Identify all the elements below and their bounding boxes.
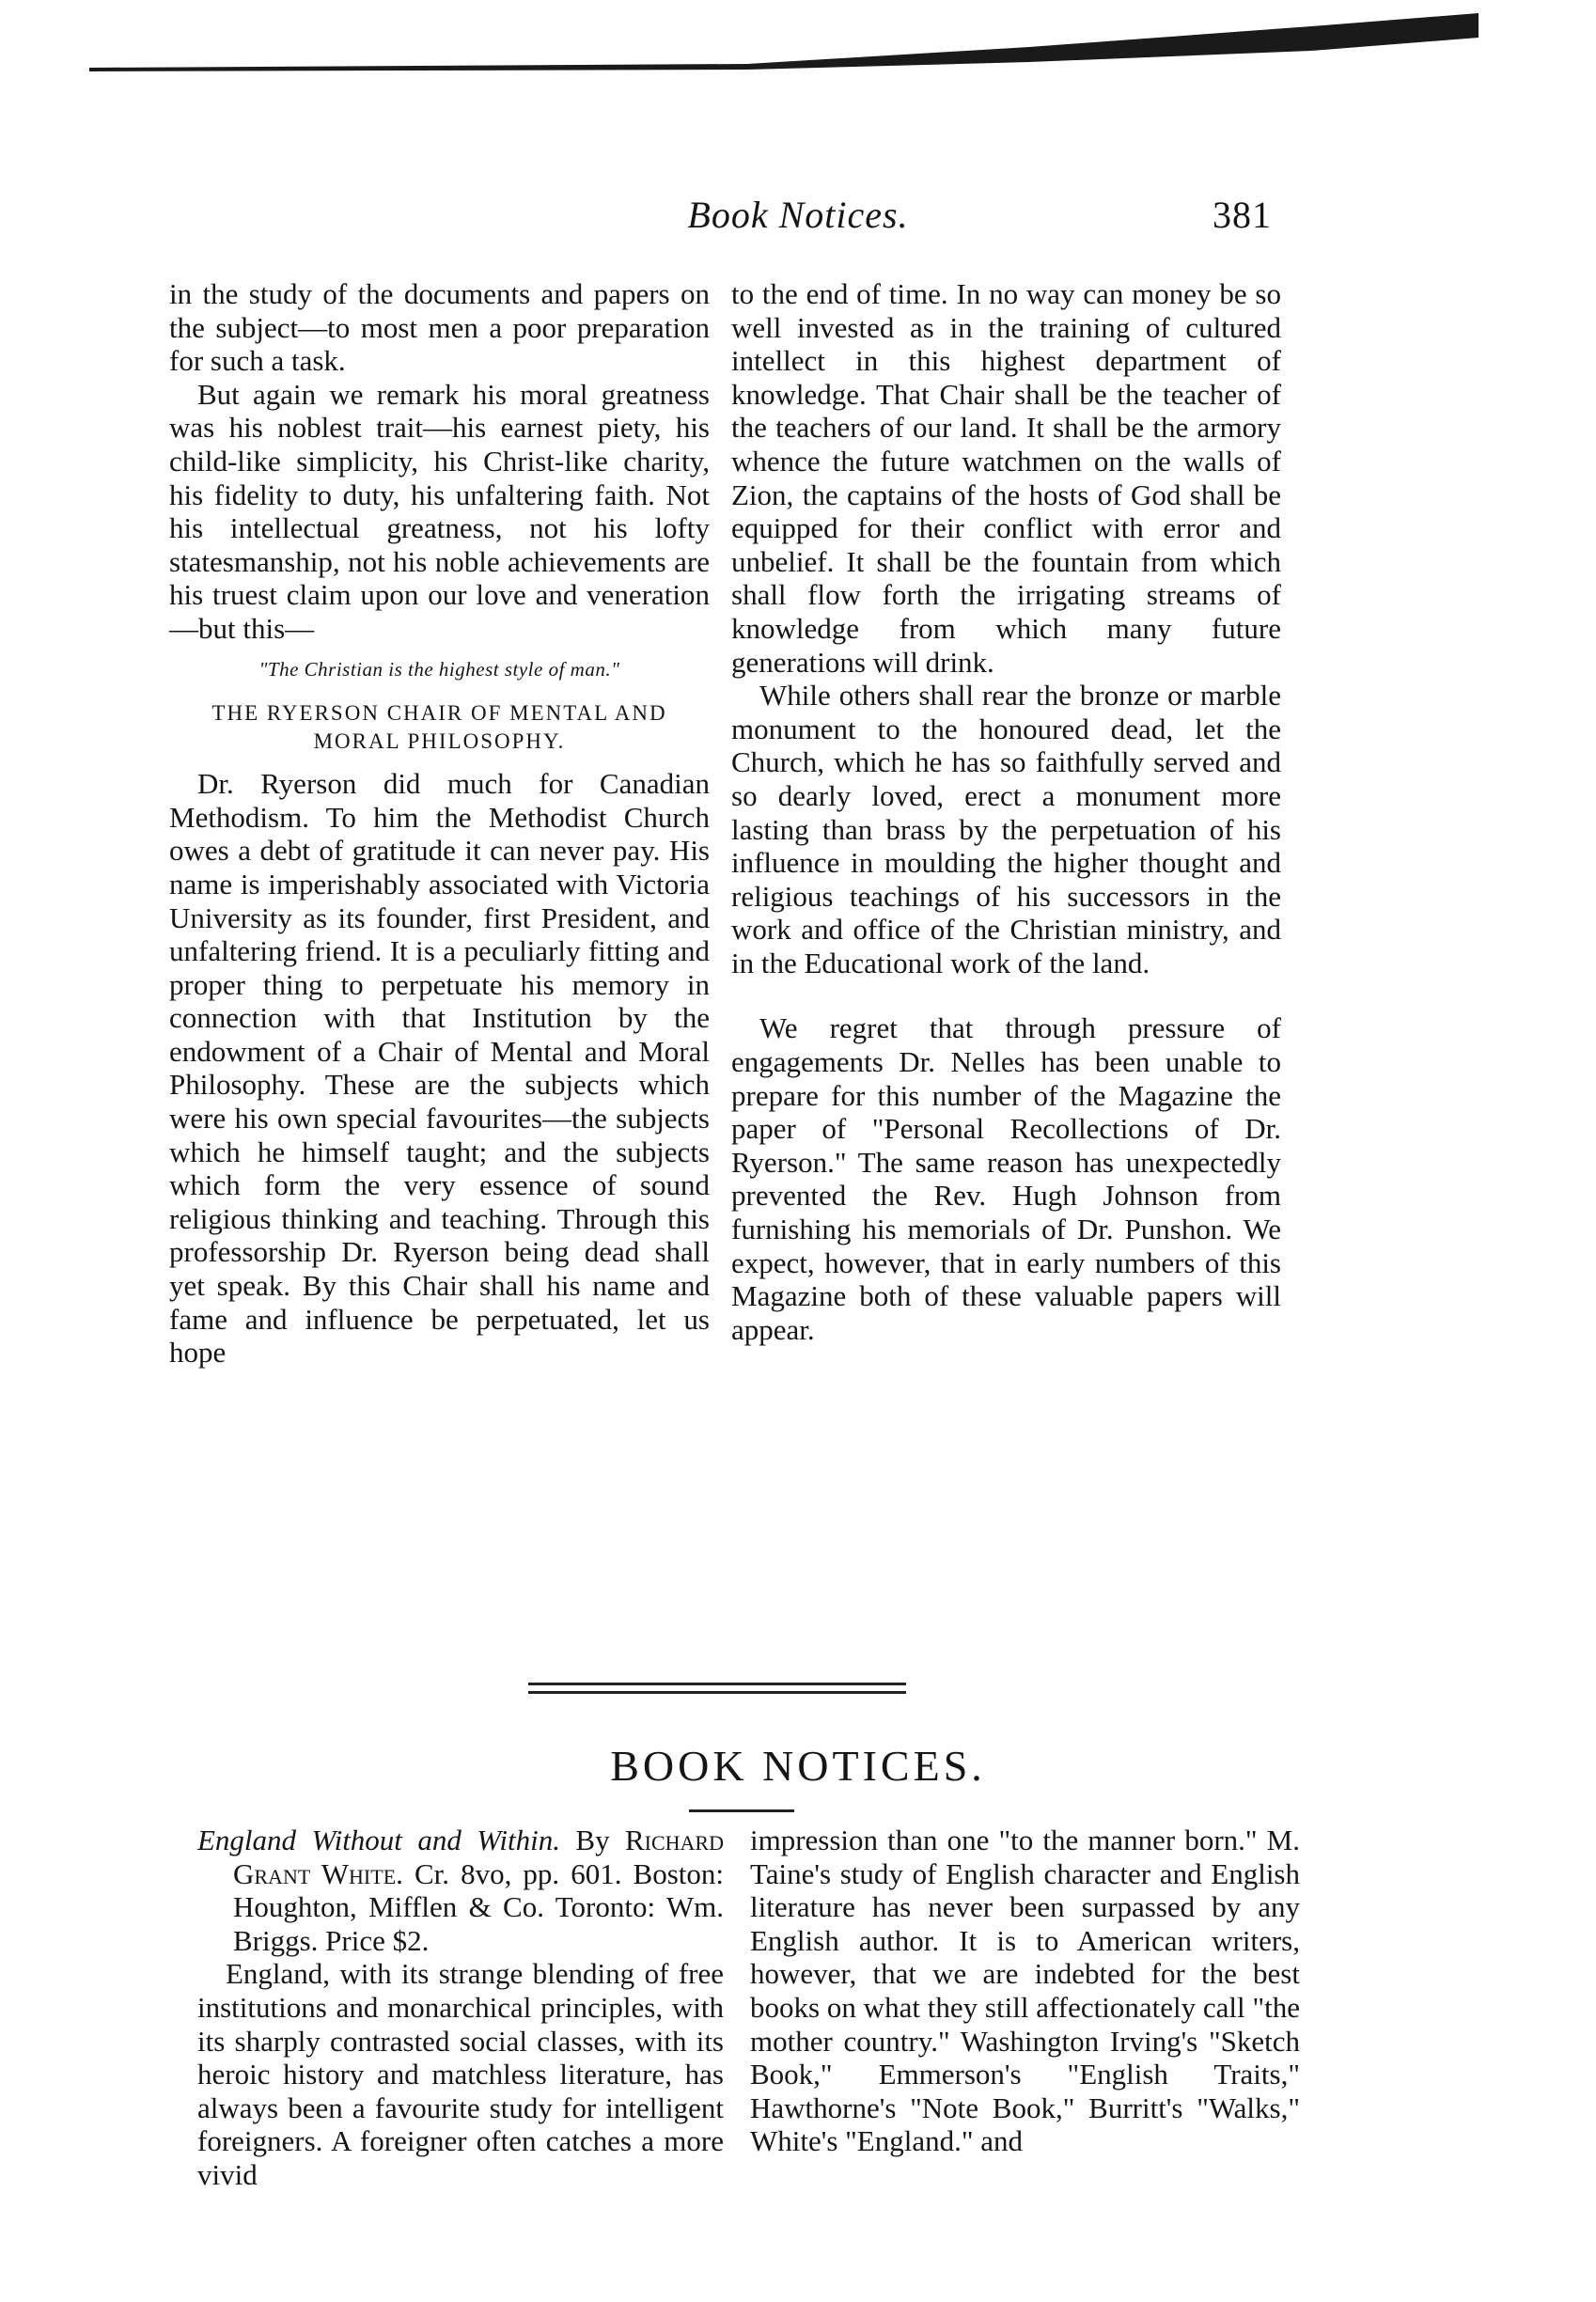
column-right-bottom: [750, 1824, 1300, 2158]
column-left-bottom: [197, 1824, 724, 2192]
paragraph: impression than one "to the manner born." M. Taine's study of English character and English literature has never been surpassed by any English author. It is to American writers, however, that we are indebted for the best books on what they still affectionately call "the mother country." Washington Irving's "Sketch Book," Emmerson's "English Traits," Hawthorne's "Note Book," Burritt's "Walks," White's "England." and: [750, 1824, 1300, 2158]
paragraph: We regret that through pressure of engagements Dr. Nelles has been unable to prepare for this number of the Magazine the paper of "Personal Recollections of Dr. Ryerson." The same reason has unexpectedly prevented the Rev. Hugh Johnson from furnishing his memorials of Dr. Punshon. We expect, however, that in early numbers of this Magazine both of these valuable papers will appear.: [731, 1011, 1281, 1346]
running-title: Book Notices.: [687, 194, 909, 236]
running-head: [0, 193, 1596, 240]
paragraph: While others shall rear the bronze or marble monument to the honoured dead, let the Church, which he has so faithfully served and so dearly loved, erect a monument more lasting than brass by the perpetuation of his influence in moulding the higher thought and religious teachings of his successors in the work and office of the Christian ministry, and in the Educational work of the land.: [731, 679, 1281, 979]
paragraph: But again we remark his moral greatness was his noblest trait—his earnest piety, his child-like simplicity, his Christ-like charity, his fidelity to duty, his unfaltering faith. Not his intellectual greatness, not his lofty statesmanship, not his noble achievements are his truest claim upon our love and veneration —but this—: [169, 377, 710, 645]
spacer: [731, 979, 1281, 1011]
paragraph: to the end of time. In no way can money be so well invested as in the training of cultured intellect in this highest department of knowledge. That Chair shall be the teacher of the teachers of our land. It shall be the armory whence the future watchmen on the walls of Zion, the captains of the hosts of God shall be equipped for their conflict with error and unbelief. It shall be the fountain from which shall flow forth the irrigating streams of knowledge from which many future generations will drink.: [731, 277, 1281, 679]
section-divider: [528, 1683, 906, 1699]
paragraph: England, with its strange blending of free institutions and monarchical principles, with its sharply contrasted social classes, with its heroic history and matchless literature, has always been a favourite study for intelligent foreigners. A foreigner often catches a more vivid: [197, 1957, 724, 2191]
book-details: Cr. 8vo, pp. 601. Boston: Houghton, Mifflen & Co. Toronto: Wm. Briggs. Price $2.: [233, 1856, 724, 1957]
book-by: By: [559, 1824, 625, 1856]
title-underline: [689, 1809, 794, 1812]
column-right-top: [731, 277, 1281, 1346]
book-entry: [197, 1824, 724, 1957]
top-rule: [89, 9, 1479, 75]
book-title: England Without and Within.: [197, 1824, 560, 1856]
paragraph: in the study of the documents and papers on the subject—to most men a poor preparation for such a task.: [169, 277, 710, 378]
paragraph: Dr. Ryerson did much for Canadian Methodism. To him the Methodist Church owes a debt of gratitude it can never pay. His name is imperishably associated with Victoria University as its founder, first President, and unfaltering friend. It is a peculiarly fitting and proper thing to perpetuate his memory in connection with that Institution by the endowment of a Chair of Mental and Moral Philosophy. These are the subjects which were his own special favourites—the subjects which he himself taught; and the subjects which form the very essence of sound religious thinking and teaching. Through this professorship Dr. Ryerson being dead shall yet speak. By this Chair shall his name and fame and influence be perpetuated, let us hope: [169, 767, 710, 1370]
subheading: THE RYERSON CHAIR OF MENTAL AND MORAL PHILOSOPHY.: [211, 701, 667, 754]
quotation: "The Christian is the highest style of man.": [258, 657, 620, 681]
page-number: 381: [1213, 194, 1272, 236]
section-title: BOOK NOTICES.: [610, 1742, 986, 1790]
book-author: Richard Grant White.: [233, 1824, 724, 1890]
column-left-top: [169, 277, 710, 1370]
